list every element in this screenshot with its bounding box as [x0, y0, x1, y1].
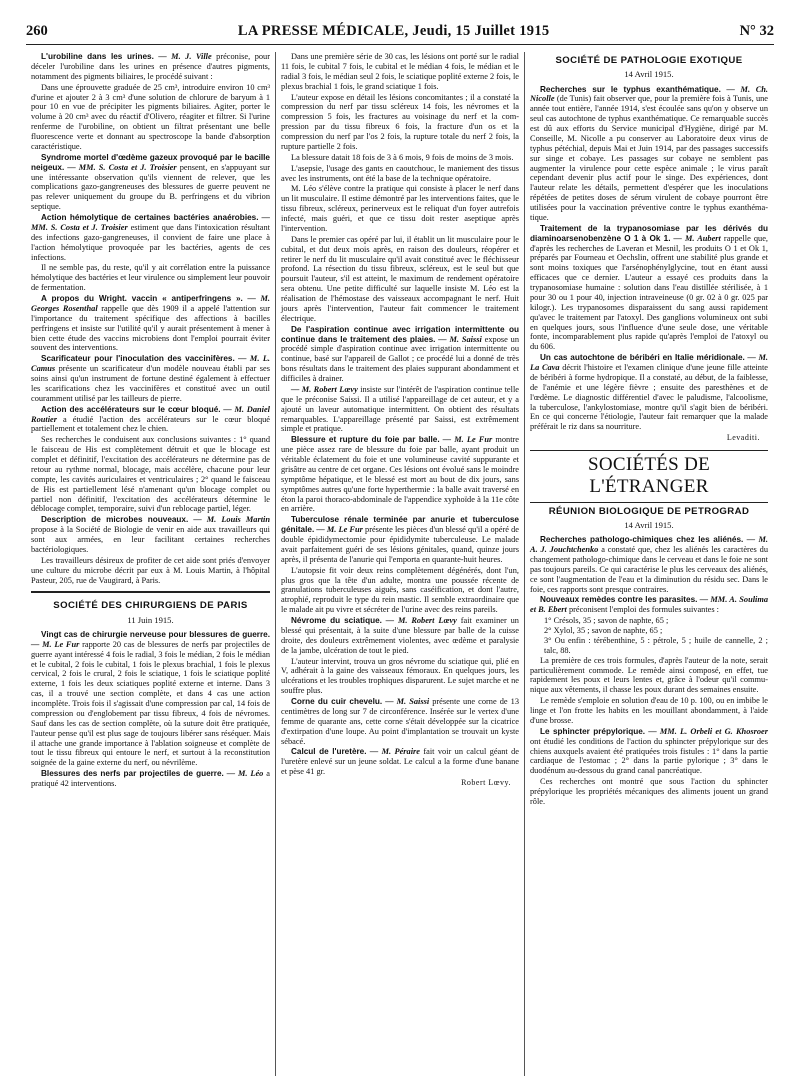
article-blessures-nerfs	[31, 769, 270, 789]
article-text: fait voir un calcul géant de l'uretère enlevé sur un jeune soldat. Le calcul a la forme d'une banane et pèse 41 gr.	[281, 747, 519, 777]
article-author: — M. J. Ville	[158, 52, 212, 61]
page-number: 260	[26, 22, 48, 39]
section-date: 14 Avril 1915.	[624, 519, 674, 530]
article-title: Vingt cas de chirurgie nerveuse pour blessures de guerre.	[41, 629, 270, 639]
signature: Levaditi.	[726, 433, 760, 443]
article-text: a constaté que, chez les aliénés les caractères du changement pathologo-chimique dans le cerveau et dans le foie ne sont pas toujours pareils. Ce qui caractérise le plus les cerveaux des aliénés, ce sont l'augmentation de l'eau et la diminution du résidu sec. Dans le foie, ces rapports sont presque contraires.	[530, 545, 768, 594]
article-author: — M. Robert Lœvy	[291, 384, 358, 394]
article-title: L'urobiline dans les urines.	[41, 52, 154, 61]
article-microbes	[31, 515, 270, 555]
article-title: Recherches sur le typhus exanthématique.	[540, 84, 721, 94]
article-title: Tuberculose rénale terminée par anurie et tuberculose génitale.	[281, 515, 519, 535]
article-text: insiste sur l'intérêt de l'aspiration continue telle que le préconise Saissi. Il a utilisé l'appareillage de cet auteur, et y a ajouté un laveur automatique intermittent. On obtient des résultats remarquables. L'appareillage présenté par Saissi, est extrêmement simple et pratique.	[281, 384, 519, 434]
article-text: estiment que dans l'intoxication résultant des infections gazo-gangreneuses, il convient de faire une place à l'action hémolytique provoquée par les bactéries, agents de ces infections.	[31, 222, 270, 262]
article-urobiline	[31, 52, 270, 82]
article-title: A propos du Wright. vaccin « antiperfringens ».	[41, 294, 243, 303]
paragraph: Le remède s'emploie en solution d'eau de 10 p. 100, ou en imbibe le linge et l'on frotte les habits en les mouillant abondamment, à l'aide d'une brosse.	[530, 696, 768, 725]
article-author: — M. Le Fur	[442, 435, 493, 445]
article-text: décrit l'histoire et l'examen clinique d'une jeune fille atteinte de béribéri à forme hydropique. Il a constaté, au début, de la faiblesse, de l'anémie et une légère fièvre ; ensuite des paresthènes et de l'œdème. Le diagnostic différentiel d'avec le paludisme, l'alcoolisme, la tuberculose, l'ankylostomiase, montre qu'il s'agit bien de béribéri. En ce qui concerne l'étiologie, l'auteur fait remarquer que la malade préférait le riz dans sa nourriture.	[530, 363, 768, 432]
article-sphincter	[530, 727, 768, 776]
article-text: expose un procédé simple d'aspiration continue avec irrigation intermittente ou continue, basé sur l'appareil de Gallot ; ce procédé lui a donné de très bons résultats dans le traitement des plaies suppurant abondamment et difficiles à drainer.	[281, 334, 520, 383]
article-parasites	[530, 595, 768, 615]
article-title: Scarificateur pour l'inoculation des vaccinifères.	[41, 354, 235, 364]
article-text: ont étudié les conditions de l'action du sphincter prépylorique sur des chiens auxquels avaient été pratiquées trois fistules : 1° dans la partie cardiaque de l'estomac ; 2° dans la partie pylorique ; 3° dans le duodénum au-dessous du grand canal pancréatique.	[530, 736, 768, 776]
article-hemolytique	[31, 213, 270, 262]
article-author: — M. A. J. Jouchtchenko	[530, 535, 769, 555]
section-title: SOCIÉTÉ DE PATHOLOGIE EXOTIQUE	[555, 55, 743, 66]
column-2	[275, 52, 524, 1076]
article-author: — MM. S. Costa et J. Troisier	[31, 213, 270, 232]
article-nevrome	[281, 616, 519, 656]
list-item: 2° Xylol, 35 ; savon de naphte, 65 ;	[544, 626, 663, 636]
paragraph: Ses recherches le conduisent aux conclusions suivantes : 1° quand le faisceau de His est complètement détruit et que le blocage est complet et définitif, l'excitation des accélérateurs ne détermine pas de retour au rythme normal, blocage, mais accélère, chacune pour leur compte, les cavités auriculaires et ventriculaires ; 2° quand le faisceau de His est partiellement lésé n'amenant qu'un blocage complet ou partiel non définitif, l'excitation des accélérateurs détermine le déblocage complet, temporaire, suivi d'un reblocage partiel, léger.	[31, 435, 270, 514]
article-syndrome	[31, 153, 270, 212]
article-author: — M. Saissi	[385, 697, 430, 706]
article-corne	[281, 697, 519, 746]
article-vingt-cas	[31, 630, 270, 768]
paragraph: Dans le premier cas opéré par lui, il établit un lit musculaire pour le cubital, et dut deux mois après, en raison des douleurs, réopérer et retirer le nerf du lit musculaire qu'il avait constitué avec le fléchisseur profond. La résection du tissu fibreux, scléreux, est le seul but que poursuit l'auteur, s'il est atteint, le maximum de rendement opératoire sera obtenu. Une petite difficulté sur laquelle insiste M. Léo est la réalisation de l'hémostase des vaisseaux accompagnant le nerf. Huit jours après l'intervention, l'auteur fait commencer le traitement électrique.	[281, 234, 519, 323]
article-author: — M. L. Camus	[31, 354, 270, 374]
article-author: — MM. L. Orbeli et G. Khosroer	[648, 726, 768, 736]
article-author: — MM. A. Soulima et B. Ebert	[530, 595, 769, 615]
article-text: présente une corne de 13 centimètres de long sur 7 de circonférence. Insérée sur le vertex d'une femme de quarante ans, cette corne s'était développée sur la cicatrice d'extirpation d'une loupe. Au point d'implantation se trouvait un kyste sébacé.	[281, 697, 520, 746]
article-text: rapporte 20 cas de blessures de nerfs par projectiles de guerre ayant intéressé 4 fois le radial, 3 fois le médian, 2 fois le médian et le cubital, 2 fois le cubital, 1 fois le plexus brachial, 1 fois le plexus cervical, 2 fois le crural, 2 fois le sciatique, 1 fois le sciatique poplité externe, 1 fois les deux sciatiques poplité externe et interne. Dans 3 cas, il a trouvé une section complète, et dans 4 cas une action incomplète. Trois fois il s'agissait d'une compression par cal, 14 fois de compression ou d'englobement par tissu fibreux, 4 fois de névromes. Sauf dans les cas de section complète, où la suture doit être pratiquée, l'auteur pense qu'il est plus sage de toujours libérer sans réséquer. Mais il attache une grande importance à l'ablation soigneuse et complète de tout le tissu fibreux qui entoure le nerf, et surtout à la reconstitution soignée de la gaine externe du nerf, ou névrilème.	[31, 639, 271, 768]
article-title: Calcul de l'uretère.	[291, 747, 367, 757]
section-date: 11 Juin 1915.	[127, 614, 174, 625]
article-title: Névrome du sciatique.	[291, 616, 382, 625]
article-title: Blessure et rupture du foie par balle.	[291, 435, 440, 445]
article-text: préconisent l'emploi des formules suivantes :	[568, 605, 719, 615]
article-author: — M. Aubert	[673, 233, 721, 243]
article-author: — M. Saissi	[438, 334, 482, 344]
journal-title: LA PRESSE MÉDICALE, Jeudi, 15 Juillet 1915	[237, 22, 550, 39]
article-aspiration	[281, 325, 519, 384]
issue-number: N° 32	[739, 22, 774, 39]
paragraph: Ces recherches ont montré que sous l'action du sphincter prépylorique les propriétés mécaniques des aliments jouent un grand rôle.	[530, 777, 768, 806]
article-title: Traitement de la trypanosomiase par les dérivés du diaminoarsenobenzène O 1 à Ok 1.	[530, 223, 768, 243]
article-title: Le sphincter prépylorique.	[540, 726, 646, 736]
article-author: — M. La Cava	[530, 353, 768, 373]
article-author: — M. Robert Lœvy	[385, 616, 457, 625]
section-divider	[31, 591, 270, 593]
section-date: 14 Avril 1915.	[624, 69, 674, 80]
paragraph: Les travailleurs désireux de profiter de cet aide sont priés d'envoyer une culture du microbe décrit par eux à M. Louis Martin, à l'hôpital Pasteur, 205, rue de Vaugirard, à Paris.	[31, 555, 270, 585]
list-item: 3° Ou enfin : térébenthine, 5 : pétrole, 5 ; huile de cannelle, 2 ; talc, 88.	[544, 635, 768, 655]
columns	[26, 52, 774, 1076]
column-3	[524, 52, 773, 1076]
article-author: — M. Léo	[226, 769, 264, 779]
paragraph: Dans une éprouvette graduée de 25 cm³, introduire environ 10 cm³ d'urine et ajouter 2 à 3 cm³ d'une solution de chlorure de baryum à 1 pour 10 en vue de précipiter les pigments biliaires. Agiter, porter le volume à 20 cm³ avec du réactif d'Olivero, réagiter et filtrer. Si l'urine renferme de l'urobiline, on obtient un filtrat présentant une belle fluorescence verte et donnant au spectroscope la bande d'absorption caractéristique.	[31, 82, 270, 151]
column-1	[26, 52, 275, 1076]
article-text: (de Tunis) fait observer que, pour la première fois à Tunis, une année tout entière, l'année 1914, s'est écoulée sans qu'on y observe un seul cas autochtone de typhus exanthématique. Ce remarquable succès est dû aux efforts du Service municipal d'Hygiène, dirigé par M. Conseille, M. Nicolle a pu conserver au Laboratoire deux virus de typhus pétéchial, depuis Mai et Juin 1914, par des passages successifs sur singe et cobaye. Les passages sur cobaye ne semblent pas augmenter la virulence pour cette espèce animale ; le virus paraît cependant devenir plus actif pour le singe. Des expériences, dont l'auteur relate les détails, permettent d'espérer que les inoculations répétées de petites doses de sérum virulent de cobaye pourront être utilisées pour la vaccination préventive contre le typhus exanthématique.	[530, 94, 769, 222]
article-text: présente un scarificateur d'un modèle nouveau établi par ses soins ainsi qu'un instrument de fortune destiné également à effectuer les scarifications chez les vaccinifères et constitué avec un outil couramment utilisé par les tailleurs de pierre.	[31, 364, 270, 403]
signature: Robert Lœvy.	[461, 778, 511, 787]
article-author: — M. Daniel Routier	[31, 404, 270, 424]
article-author: — M. Le Fur	[316, 525, 363, 535]
article-text: préconise, pour déceler l'urobiline dans les urines en présence d'autres pigments, notamment des pigments biliaires, le procédé suivant :	[31, 52, 270, 81]
article-title: Syndrome mortel d'œdème gazeux provoqué par le bacille neigeux.	[31, 152, 270, 172]
paragraph: M. Léo s'élève contre la pratique qui consiste à placer le nerf dans un lit musculaire. Il estime démontré par les interventions faites, que le tissu fibreux, scléreux, perinerveux est le reliquat d'un foyer autrefois infecté, mais guéri, et que ce tissu doit rester aseptique après l'intervention.	[281, 184, 519, 233]
article-title: Action des accélérateurs sur le cœur bloqué.	[41, 404, 221, 414]
section-title: RÉUNION BIOLOGIQUE DE PETROGRAD	[548, 505, 750, 517]
article-title: Recherches pathologo-chimiques chez les aliénés.	[540, 535, 744, 545]
article-title: Blessures des nerfs par projectiles de guerre.	[41, 769, 224, 779]
article-author: — M. Le Fur	[31, 639, 80, 649]
article-author: — MM. S. Costa et J. Troisier	[67, 162, 177, 172]
article-title: Corne du cuir chevelu.	[291, 697, 383, 706]
article-title: De l'aspiration continue avec irrigation intermittente ou continue dans le traitement des plaies.	[281, 324, 519, 344]
paragraph: La première de ces trois formules, d'après l'auteur de la note, serait particulièrement commode. Le remède ainsi composé, en effet, tue rapidement les poux et leurs lentes et, grâce à l'odeur qu'il communique aux vêtements, il chasse les poux durant des semaines ensuite.	[530, 655, 768, 695]
article-title: Un cas autochtone de béribéri en Italie méridionale.	[540, 353, 745, 363]
article-wright	[31, 294, 270, 353]
list-item: 1° Crésols, 35 ; savon de naphte, 65 ;	[544, 616, 669, 626]
article-calcul	[281, 747, 519, 777]
article-beriberi	[530, 353, 768, 432]
section-title: SOCIÉTÉ DES CHIRURGIENS DE PARIS	[53, 600, 248, 612]
article-author: — M. Péraire	[369, 747, 420, 757]
article-text: pensent, en s'appuyant sur une intéressante observation qu'ils viennent de relever, que les complications gazo-gangreneuses des blessures de guerre peuvent ne pas relever uniquement du groupe du B. perfringens et du vibrion septique.	[31, 162, 270, 212]
article-scarificateur	[31, 354, 270, 403]
paragraph: L'auteur expose en détail les lésions concomitantes ; il a constaté la compression du nerf par tissu scléreux 14 fois, les névromes et la compression 5 fois, les fractures au voisinage du nerf et la compression par du tissu fibreux 6 fois, la fracture d'un os et la compression du nerf par l'os 2 fois, la rupture totale du nerf 2 fois, la rupture partielle 2 fois.	[281, 92, 519, 151]
article-text: rappelle que, d'après les recherches de Laveran et Mesnil, les produits O 1 et Ok 1, préparés par Fourneau et Oechslin, offrent une stabilité plus grande et sont moins toxiques que l'arsénophénylglycine, tout en étant aussi efficaces que ce dernier. L'auteur a essayé ces produits dans la trypanosomiase humaine : solution dans l'eau distillée stérilisée, à 1 pour 30 ou 1 pour 40, injection intraveineuse (0 gr. 02 à 0 gr. 025 par kilogr.). Les trypanosomes disparaissent du sang aussi rapidement qu'avec le traitement par l'atoxyl. Des ganglions volumineux ont subi en quelques jours, sous l'influence d'une seule dose, une véritable fonte, incomparablement plus rapide qu'après l'emploi de l'atoxyl ou du 606.	[530, 233, 768, 352]
article-accelerateurs	[31, 405, 270, 435]
article-author: — M. Georges Rosenthal	[31, 294, 271, 313]
paragraph: La blessure datait 18 fois de 3 à 6 mois, 9 fois de moins de 3 mois.	[291, 152, 514, 162]
article-title: Nouveaux remèdes contre les parasites.	[540, 595, 698, 605]
paragraph: Dans une première série de 30 cas, les lésions ont porté sur le radial 11 fois, le cubital 7 fois, le cubital et le médian 4 fois, le médian et le radial 3 fois, le médian seul 2 fois, le sciatique poplité externe 2 fois, le plexus brachial 1 fois, le grand sciatique 1 fois.	[281, 52, 519, 91]
paragraph: L'autopsie fit voir deux reins complètement dégénérés, dont l'un, plus gros que la tête d'un adulte, montra une poussée récente de granulations tuberculeuses aiguës, sans caséification, et dont l'autre, atrophié, reproduit le type du rein mastic. Il semble extraordinaire que le malade ait pu vivre et sécréter de l'urine avec des reins pareils.	[281, 565, 519, 615]
article-author: — M. Ch. Nicolle	[530, 84, 768, 104]
article-trypanosomiase	[530, 224, 768, 352]
paragraph: L'auteur intervint, trouva un gros névrome du sciatique qui, plié en V, adhérait à la gaine des vaisseaux fémoraux. En quelques jours, les ulcérations et les troubles trophiques disparurent. Le sujet marche et ne souffre plus.	[281, 656, 519, 696]
article-alienes	[530, 535, 768, 594]
article-text: propose à la Société de Biologie de venir en aide aux travailleurs qui sont aux armées, en leur facilitant certaines recherches bactériologiques.	[31, 525, 270, 554]
article-author: — M. Louis Martin	[193, 515, 270, 525]
big-section-title: SOCIÉTÉS DE L'ÉTRANGER	[530, 450, 768, 503]
article-aspiration-reply	[281, 385, 519, 434]
article-foie	[281, 435, 519, 514]
article-text: rappelle que dès 1909 il a appelé l'attention sur l'importance du traitement spécifique des affections à bacilles perfringens et insiste sur l'utilité qu'il y aurait présentement à mener à bien cette étude des vaccins microbiens dont l'emploi pourrait éviter souvent des interventions.	[31, 303, 270, 353]
article-text: fait examiner un blessé qui présentait, à la suite d'une blessure par balle de la cuisse droite, des douleurs extrêmement violentes, avec œdème et paralysie de la jambe, ulcération de tout le pied.	[281, 616, 519, 655]
article-typhus	[530, 85, 768, 223]
article-text: montre une pièce assez rare de blessure du foie par balle, ayant produit un véritable éclatement du foie et une volumineuse cavité suppurante et grisâtre au centre de cet organe. Ces lésions ont évolué sans le moindre symptôme hépatique, et le blessé est mort au bout de dix jours, sans symptômes autres qu'une forte hyperthermie : la balle avait traversé en éton la paroi thoraco-abdominale de l'appendice xyphoïde à la 11e côte en arrière.	[281, 435, 520, 514]
article-tuberculose	[281, 515, 519, 564]
paragraph: L'asepsie, l'usage des gants en caoutchouc, le maniement des tissus avec les instruments, ont été la base de la technique opératoire.	[281, 163, 519, 183]
article-text: a pratiqué 42 interventions.	[31, 769, 270, 789]
article-text: présente les pièces d'un blessé qu'il a opéré de double épididymectomie pour épididymite tuberculeuse. Le malade avait parfaitement guéri de ses lésions génitales, quand, quinze jours après, il présenta de l'anurie qui l'emporta en quarante-huit heures.	[281, 525, 520, 564]
article-title: Action hémolytique de certaines bactéries anaérobies.	[41, 213, 259, 222]
page-header	[26, 18, 774, 45]
article-text: a étudié l'action des accélérateurs sur le cœur bloqué partiellement et totalement chez le chien.	[31, 414, 270, 434]
paragraph: Il ne semble pas, du reste, qu'il y ait corrélation entre la puissance hémolytique des bactéries et leur virulence ou simplement leur pouvoir de fermentation.	[31, 263, 270, 293]
article-title: Description de microbes nouveaux.	[41, 515, 189, 525]
